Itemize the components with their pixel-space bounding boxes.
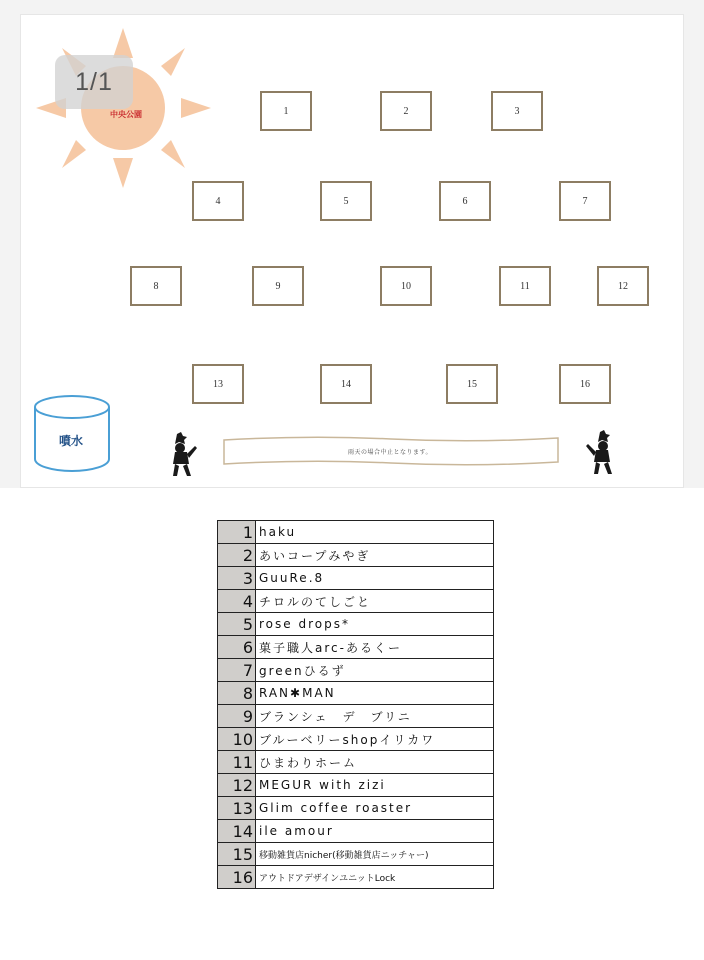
shop-row [218,613,494,636]
shop-row [218,866,494,889]
shop-number: 7 [218,659,256,682]
booth-4: 4 [192,181,244,221]
booth-8: 8 [130,266,182,306]
booth-1: 1 [260,91,312,131]
shop-number: 1 [218,521,256,544]
shop-name: greenひるず [256,659,494,682]
booth-7: 7 [559,181,611,221]
booth-9: 9 [252,266,304,306]
booth-10: 10 [380,266,432,306]
shop-number: 4 [218,590,256,613]
shop-row [218,751,494,774]
shop-row [218,567,494,590]
shop-row [218,820,494,843]
shop-number: 12 [218,774,256,797]
shop-name: RAN✱MAN [256,682,494,705]
booth-11: 11 [499,266,551,306]
shop-number: 6 [218,636,256,659]
shop-row [218,590,494,613]
shop-number: 5 [218,613,256,636]
shop-number: 13 [218,797,256,820]
fountain-label: 噴水 [58,434,83,448]
shop-name: GuuRe.8 [256,567,494,590]
shop-row [218,728,494,751]
shop-name: MEGUR with zizi [256,774,494,797]
shop-name: 移動雑貨店nicher(移動雑貨店ニッチャー) [256,843,494,866]
shop-row [218,797,494,820]
shop-name: チロルのてしごと [256,590,494,613]
shop-number: 10 [218,728,256,751]
shop-row [218,544,494,567]
shop-row [218,774,494,797]
shop-number: 8 [218,682,256,705]
shop-number: 2 [218,544,256,567]
character-icon [167,432,197,476]
park-label: 中央公園 [110,110,142,119]
shop-row [218,843,494,866]
booth-6: 6 [439,181,491,221]
shop-name: ひまわりホーム [256,751,494,774]
shop-name: ブルーベリーshopイリカワ [256,728,494,751]
booth-2: 2 [380,91,432,131]
shop-number: 14 [218,820,256,843]
shop-row [218,521,494,544]
viewer-right-margin [684,0,704,488]
shop-name: Glim coffee roaster [256,797,494,820]
page-counter: 1/1 [55,55,133,109]
character-icon [586,430,616,474]
shop-number: 11 [218,751,256,774]
viewer-top-margin [0,0,704,14]
shop-name: 菓子職人arc-あるくー [256,636,494,659]
booth-16: 16 [559,364,611,404]
shop-row [218,636,494,659]
banner-text: 雨天の場合中止となります。 [347,449,433,456]
shop-number: 9 [218,705,256,728]
booth-12: 12 [597,266,649,306]
booth-14: 14 [320,364,372,404]
shop-number: 3 [218,567,256,590]
shop-number: 15 [218,843,256,866]
shop-name: ブランシェ デ ブリニ [256,705,494,728]
shop-name: アウトドアデザインユニットLock [256,866,494,889]
booth-15: 15 [446,364,498,404]
shop-row [218,659,494,682]
shop-name: ile amour [256,820,494,843]
shop-name: haku [256,521,494,544]
viewer-left-margin [0,0,20,488]
booth-13: 13 [192,364,244,404]
shop-row [218,682,494,705]
shop-number: 16 [218,866,256,889]
shop-name: rose drops* [256,613,494,636]
booth-5: 5 [320,181,372,221]
shop-name: あいコープみやぎ [256,544,494,567]
booth-3: 3 [491,91,543,131]
shop-list-table [217,520,494,889]
shop-row [218,705,494,728]
